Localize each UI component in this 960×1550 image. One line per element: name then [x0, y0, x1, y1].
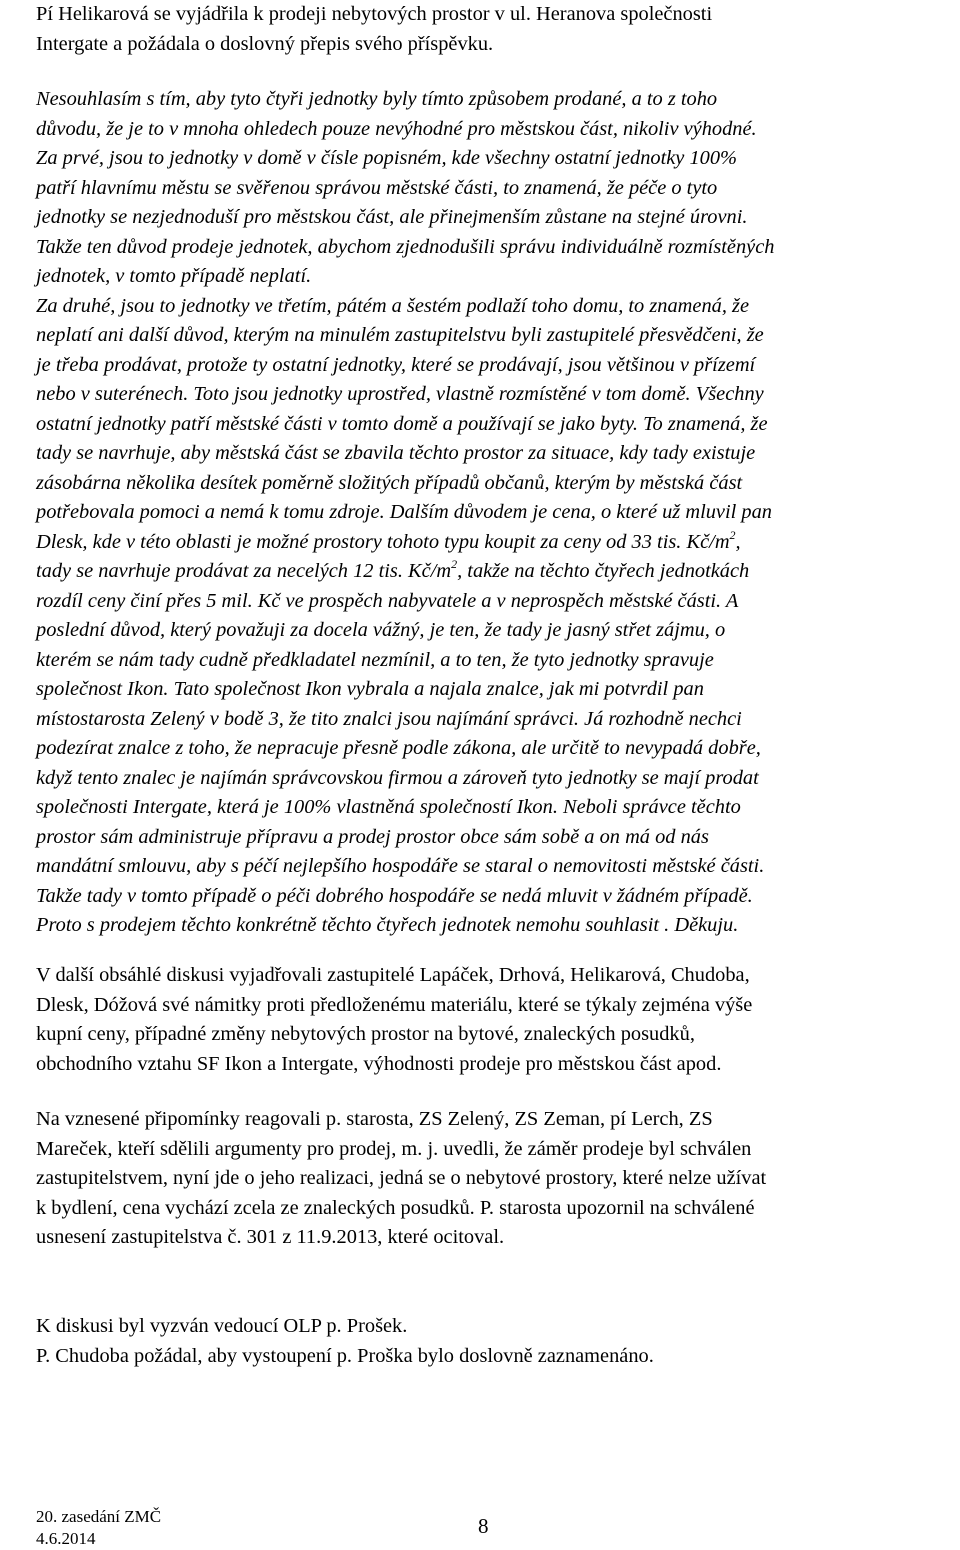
- text-segment: ,: [735, 530, 741, 553]
- text-line: k bydlení, cena vychází zcela ze znaleckých posudků. P. starosta upozornil na schválené: [36, 1196, 755, 1219]
- text-line: Mareček, kteří sdělili argumenty pro prodej, m. j. uvedli, že záměr prodeje byl schválen: [36, 1137, 752, 1160]
- text-line: [36, 380, 936, 410]
- intro-paragraph: [36, 0, 936, 59]
- text-line: [36, 705, 936, 735]
- text-line: Na vznesené připomínky reagovali p. starosta, ZS Zelený, ZS Zeman, pí Lerch, ZS: [36, 1108, 713, 1130]
- text-line: [36, 852, 936, 882]
- text-line: [36, 85, 936, 115]
- text-segment: společnosti Intergate, která je 100% vlastněná společností Ikon. Neboli správce těchto: [36, 796, 741, 818]
- text-segment: Takže ten důvod prodeje jednotek, abychom zjednodušili správu individuálně rozmístěných: [36, 235, 775, 258]
- verbatim-quote: [36, 85, 936, 941]
- text-line: [36, 469, 936, 499]
- text-segment: místostarosta Zelený v bodě 3, že tito znalci jsou najímání správci. Já rozhodně nechci: [36, 707, 742, 730]
- text-line: [36, 616, 936, 646]
- text-line: obchodního vztahu SF Ikon a Intergate, výhodnosti prodeje pro městskou část apod.: [36, 1052, 722, 1075]
- text-segment: důvodu, že je to v mnoha ohledech pouze nevýhodné pro městskou část, nikoliv výhodné.: [36, 117, 757, 140]
- text-segment: tady se navrhuje, aby městská část se zbavila těchto prostor za situace, kdy tady existuje: [36, 442, 756, 464]
- text-segment: jednotek, v tomto případě neplatí.: [36, 265, 312, 287]
- text-line: [36, 675, 936, 705]
- text-line: [36, 144, 936, 174]
- page-number: 8: [478, 1514, 489, 1538]
- discussion-paragraph: [36, 961, 936, 1079]
- text-line: Intergate a požádala o doslovný přepis svého příspěvku.: [36, 32, 494, 55]
- text-line: [36, 823, 936, 853]
- footer-date: 4.6.2014: [36, 1529, 96, 1548]
- text-segment: je třeba prodávat, protože ty ostatní jednotky, které se prodávají, jsou většinou v přízemí: [36, 353, 756, 376]
- text-line: [36, 351, 936, 381]
- footer-meeting-info: [36, 1506, 161, 1550]
- text-line: usnesení zastupitelstva č. 301 z 11.9.2013, které ocitoval.: [36, 1226, 505, 1248]
- text-segment: patří hlavnímu městu se svěřenou správou městské části, to znamená, že péče o tyto: [36, 176, 718, 199]
- text-segment: společnost Ikon. Tato společnost Ikon vybrala a najala znalce, jak mi potvrdil pan: [36, 678, 704, 700]
- text-line: [36, 321, 936, 351]
- text-segment: nebo v suterénech. Toto jsou jednotky uprostřed, vlastně rozmístěné v tom domě. Všechny: [36, 383, 764, 405]
- text-line: [36, 233, 936, 263]
- text-line: [36, 793, 936, 823]
- text-segment: kterém se nám tady cudně předkladatel nezmínil, a to ten, že tyto jednotky spravuje: [36, 648, 714, 671]
- text-line: [36, 115, 936, 145]
- text-line: Pí Helikarová se vyjádřila k prodeji nebytových prostor v ul. Heranova společnosti: [36, 3, 713, 25]
- text-line: [36, 764, 936, 794]
- text-line: [36, 292, 936, 322]
- text-segment: tady se navrhuje prodávat za necelých 12 tis. Kč/m: [36, 560, 452, 582]
- text-segment: prostor sám administruje přípravu a prodej prostor obce sám sobě a on má od nás: [36, 825, 709, 848]
- text-segment: ostatní jednotky patří městské části v tomto domě a používají se jako byty. To znamená, že: [36, 412, 768, 435]
- superscript: 2: [451, 557, 458, 571]
- text-segment: , takže na těchto čtyřech jednotkách: [457, 560, 750, 582]
- text-line: P. Chudoba požádal, aby vystoupení p. Proška bylo doslovně zaznamenáno.: [36, 1344, 654, 1367]
- footer-meeting: 20. zasedání ZMČ: [36, 1507, 162, 1526]
- text-segment: jednotky se nezjednoduší pro městskou část, ale přinejmenším zůstane na stejné úrovni.: [36, 206, 748, 228]
- text-segment: potřebovala pomoci a nemá k tomu zdroje. Dalším důvodem je cena, o které už mluvil pan: [36, 501, 772, 523]
- text-segment: rozdíl ceny činí přes 5 mil. Kč ve prospěch nabyvatele a v neprospěch městské části. A: [36, 589, 739, 612]
- text-line: [36, 410, 936, 440]
- text-line: [36, 911, 936, 941]
- text-line: [36, 498, 936, 528]
- text-segment: mandátní smlouvu, aby s péčí nejlepšího hospodáře se staral o nemovitosti městské části.: [36, 855, 765, 877]
- text-segment: poslední důvod, který považuji za docela vážný, je ten, že tady je jasný střet zájmu, o: [36, 619, 726, 641]
- text-segment: Takže tady v tomto případě o péči dobrého hospodáře se nedá mluvit v žádném případě.: [36, 884, 753, 907]
- text-line: [36, 587, 936, 617]
- text-segment: podezírat znalce z toho, že nepracuje přesně podle zákona, ale určitě to nevypadá dobře,: [36, 737, 761, 759]
- text-line: [36, 174, 936, 204]
- text-line: K diskusi byl vyzván vedoucí OLP p. Prošek.: [36, 1315, 408, 1337]
- response-paragraph: [36, 1105, 936, 1253]
- text-segment: Nesouhlasím s tím, aby tyto čtyři jednotky byly tímto způsobem prodané, a to z toho: [36, 88, 718, 110]
- text-segment: Dlesk, kde v této oblasti je možné prostory tohoto typu koupit za ceny od 33 tis. Kč/m: [36, 530, 730, 553]
- text-line: kupní ceny, případné změny nebytových prostor na bytové, znaleckých posudků,: [36, 1023, 695, 1045]
- text-segment: zásobárna několika desítek poměrně složitých případů občanů, kterým by městská část: [36, 471, 743, 494]
- text-segment: Za prvé, jsou to jednotky v domě v čísle popisném, kde všechny ostatní jednotky 100%: [36, 147, 738, 169]
- text-line: [36, 734, 936, 764]
- text-line: [36, 203, 936, 233]
- text-line: [36, 646, 936, 676]
- text-segment: Za druhé, jsou to jednotky ve třetím, pátém a šestém podlaží toho domu, to znamená, že: [36, 294, 750, 317]
- text-line: [36, 528, 936, 558]
- superscript: 2: [729, 527, 736, 542]
- text-segment: neplatí ani další důvod, kterým na minulém zastupitelstvu byli zastupitelé přesvědčeni, že: [36, 324, 764, 346]
- closing-paragraph: [36, 1312, 936, 1371]
- text-segment: když tento znalec je najímán správcovskou firmou a zároveň tyto jednotky se mají prodat: [36, 766, 759, 789]
- text-line: zastupitelstvem, nyní jde o jeho realizaci, jedná se o nebytové prostory, které nelze užívat: [36, 1167, 767, 1189]
- text-line: [36, 262, 936, 292]
- text-line: [36, 557, 936, 587]
- text-line: V další obsáhlé diskusi vyjadřovali zastupitelé Lapáček, Drhová, Helikarová, Chudoba,: [36, 964, 750, 986]
- text-line: [36, 882, 936, 912]
- text-line: Dlesk, Dóžová své námitky proti předloženému materiálu, které se týkaly zejména výše: [36, 993, 753, 1016]
- text-line: [36, 439, 936, 469]
- text-segment: Proto s prodejem těchto konkrétně těchto čtyřech jednotek nemohu souhlasit . Děkuju.: [36, 914, 739, 936]
